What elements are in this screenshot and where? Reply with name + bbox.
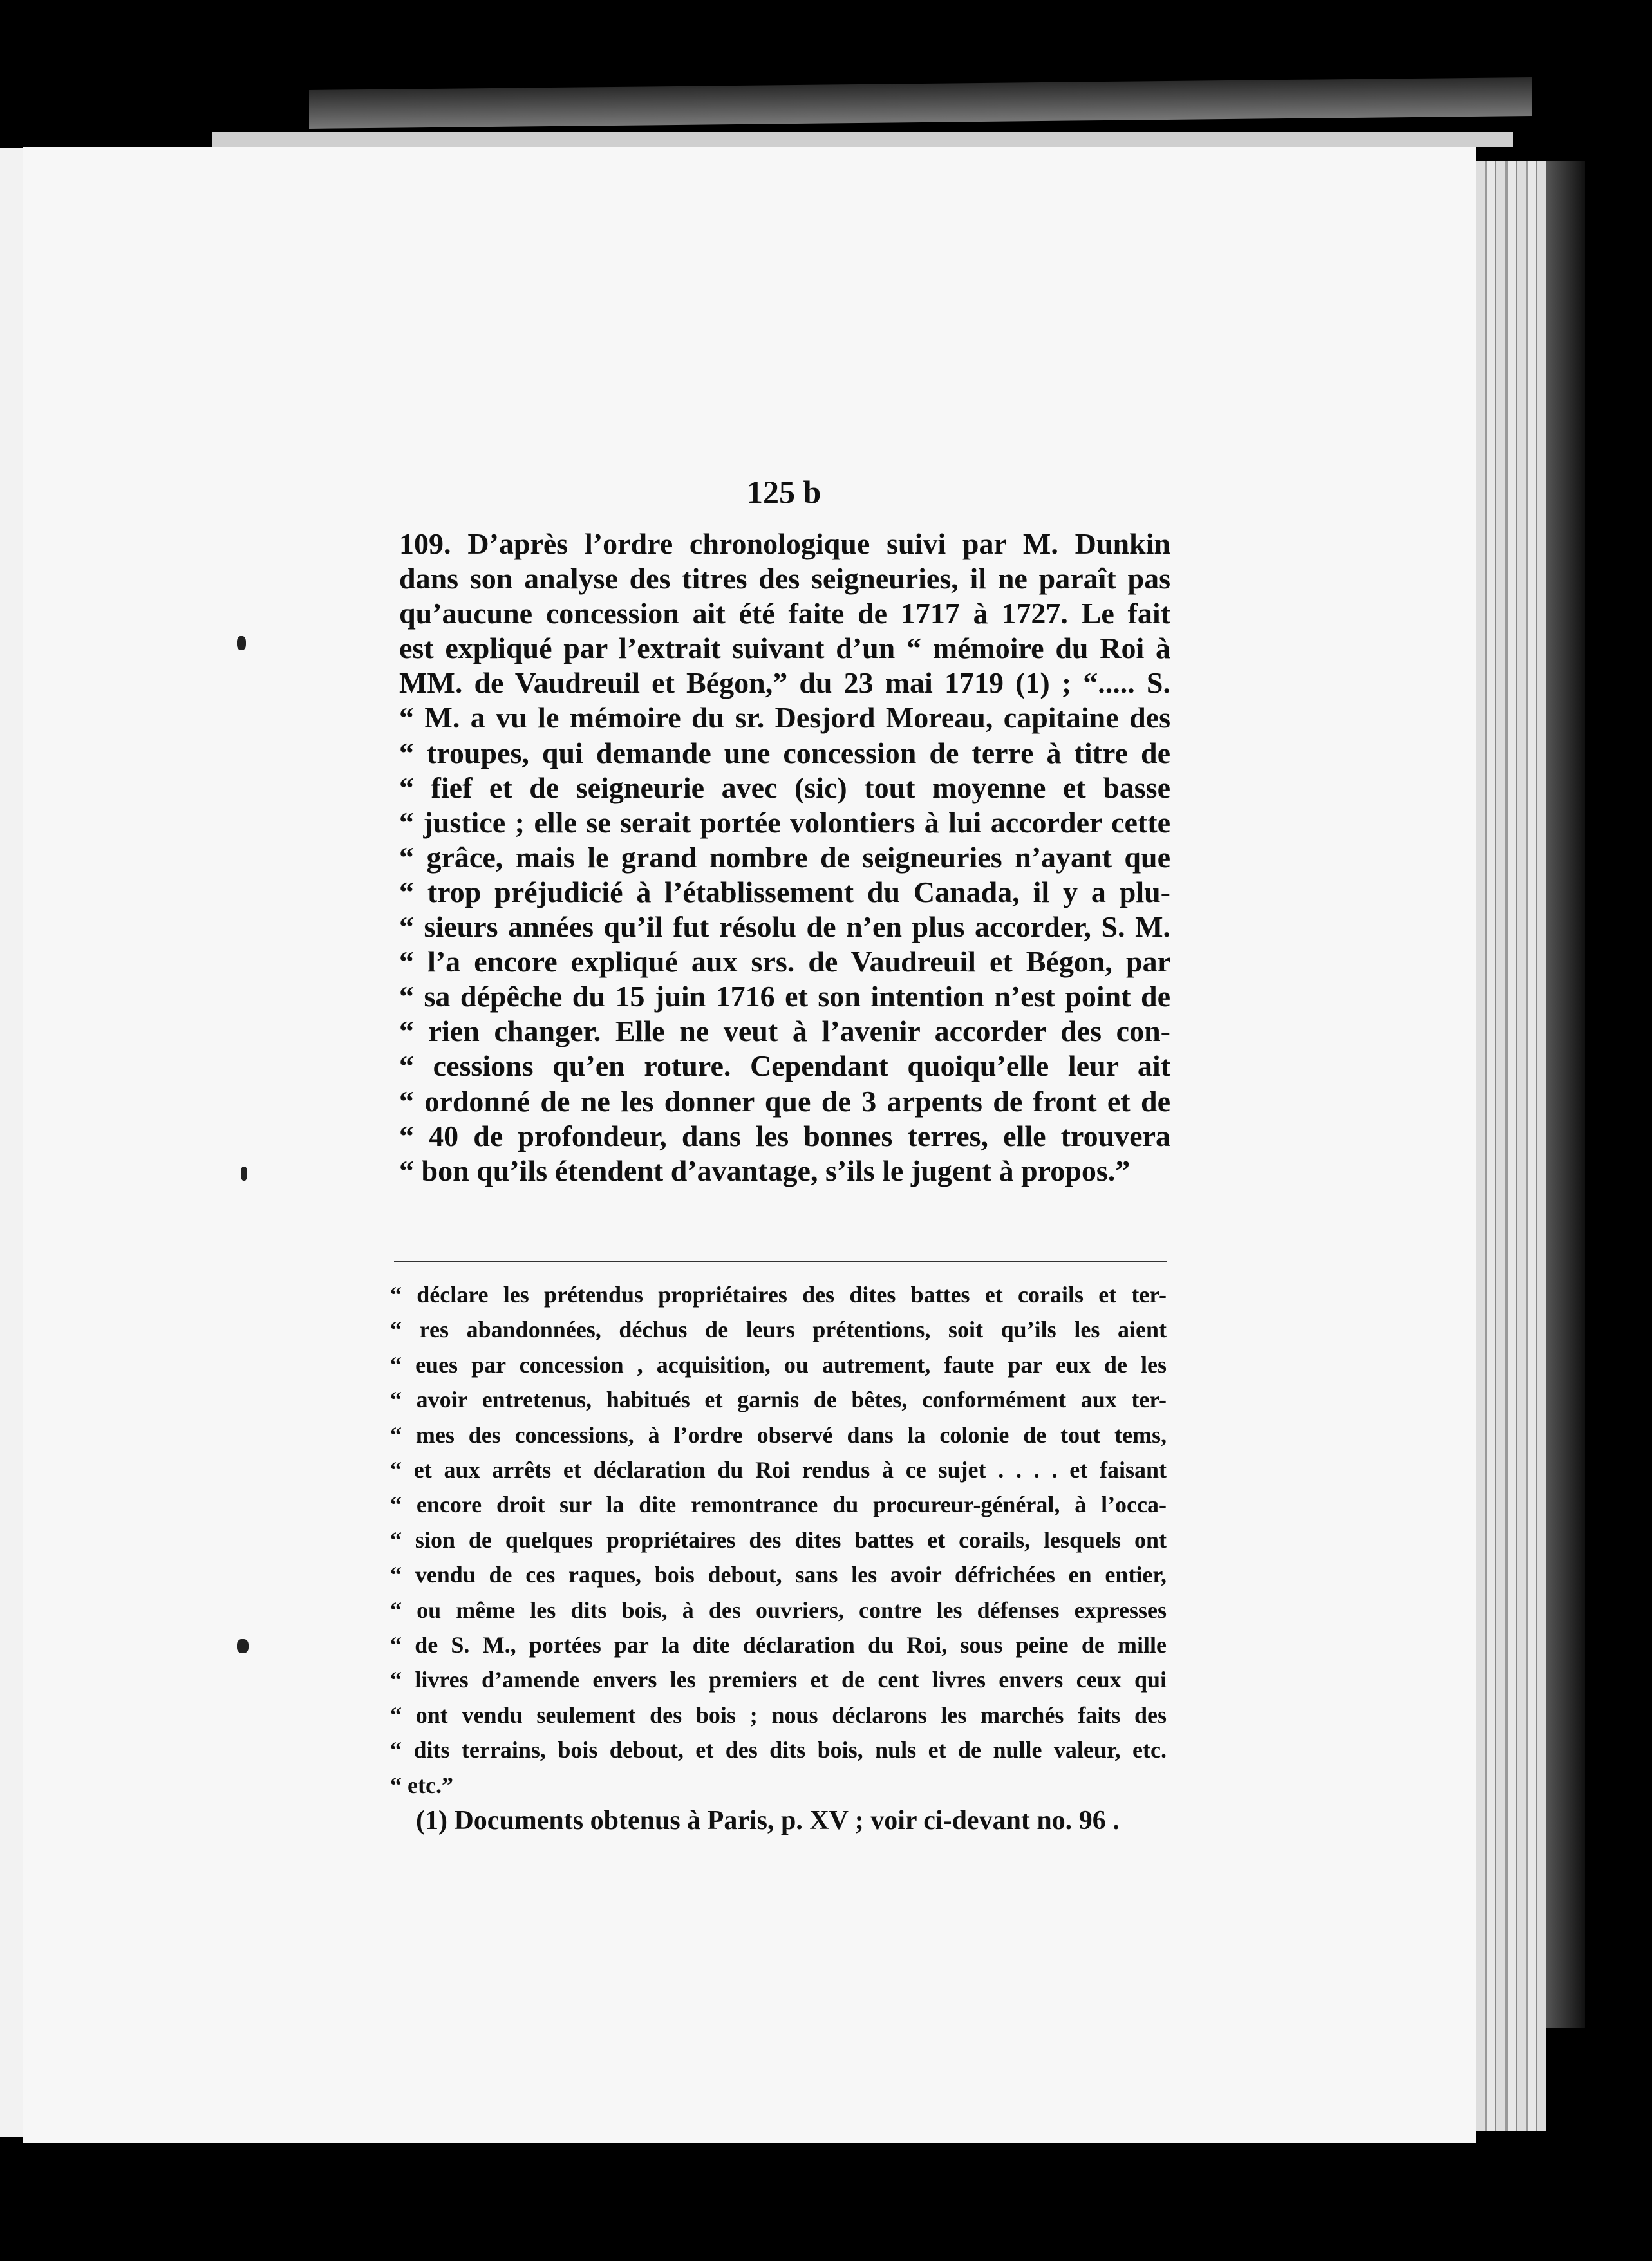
text-line: MM. de Vaudreuil et Bégon,” du 23 mai 1719 (1) ; “..... S. <box>399 666 1170 700</box>
quoted-ordinance-text <box>390 1277 1167 1803</box>
page-fore-edges <box>1476 161 1546 2131</box>
text-line: “ sa dépêche du 15 juin 1716 et son intention n’est point de <box>399 980 1170 1013</box>
footnote-separator-rule <box>394 1261 1167 1262</box>
margin-mark <box>241 1167 247 1181</box>
text-line: “ troupes, qui demande une concession de terre à titre de <box>399 736 1170 769</box>
text-line: qu’aucune concession ait été faite de 1717 à 1727. Le fait <box>399 597 1170 630</box>
text-line: dans son analyse des titres des seigneuries, il ne paraît pas <box>399 562 1170 596</box>
margin-mark <box>237 636 246 650</box>
quote-line: “ déclare les prétendus propriétaires des dites battes et corails et ter- <box>390 1282 1167 1308</box>
quote-line: “ de S. M., portées par la dite déclaration du Roi, sous peine de mille <box>390 1632 1167 1658</box>
quote-line: “ avoir entretenus, habitués et garnis de bêtes, conformément aux ter- <box>390 1387 1167 1413</box>
text-line: “ bon qu’ils étendent d’avantage, s’ils le jugent à propos.” <box>399 1154 1131 1187</box>
text-line: “ rien changer. Elle ne veut à l’avenir accorder des con- <box>399 1015 1170 1048</box>
text-line: “ grâce, mais le grand nombre de seigneuries n’ayant que <box>399 840 1170 874</box>
page-stack-edge <box>212 132 1513 147</box>
quote-line: “ dits terrains, bois debout, et des dits bois, nuls et de nulle valeur, etc. <box>390 1737 1167 1763</box>
text-line: “ justice ; elle se serait portée volontiers à lui accorder cette <box>399 805 1170 839</box>
paragraph-109 <box>399 527 1170 1188</box>
text-line: “ sieurs années qu’il fut résolu de n’en plus accorder, S. M. <box>399 910 1170 944</box>
text-line: “ M. a vu le mémoire du sr. Desjord Moreau, capitaine des <box>399 701 1170 735</box>
margin-mark <box>237 1639 249 1653</box>
text-line: 109. D’après l’ordre chronologique suivi par M. Dunkin <box>399 527 1170 560</box>
quote-line: “ ont vendu seulement des bois ; nous déclarons les marchés faits des <box>390 1702 1167 1728</box>
quote-line: “ mes des concessions, à l’ordre observé dans la colonie de tout tems, <box>390 1421 1167 1448</box>
quote-line: “ eues par concession , acquisition, ou autrement, faute par eux de les <box>390 1351 1167 1378</box>
text-line: “ fief et de seigneurie avec (sic) tout moyenne et basse <box>399 771 1170 804</box>
text-line: est expliqué par l’extrait suivant d’un “ mémoire du Roi à <box>399 632 1170 665</box>
quote-line: “ ou même les dits bois, à des ouvriers, contre les défenses expresses <box>390 1597 1167 1623</box>
page-number: 125 b <box>747 474 821 510</box>
quote-line: “ sion de quelques propriétaires des dites battes et corails, lesquels ont <box>390 1526 1167 1553</box>
book-top-edge <box>309 77 1532 129</box>
quote-line: “ livres d’amende envers les premiers et de cent livres envers ceux qui <box>390 1667 1167 1693</box>
quote-line: “ encore droit sur la dite remontrance du procureur-général, à l’occa- <box>390 1492 1167 1518</box>
quote-line: “ res abandonnées, déchus de leurs prétentions, soit qu’ils les aient <box>390 1317 1167 1343</box>
text-line: “ trop préjudicié à l’établissement du Canada, il y a plu- <box>399 875 1170 908</box>
left-page-edge <box>0 148 23 2137</box>
quote-line: “ etc.” <box>390 1772 453 1798</box>
text-line: “ 40 de profondeur, dans les bonnes terres, elle trouvera <box>399 1119 1170 1152</box>
text-line: “ ordonné de ne les donner que de 3 arpents de front et de <box>399 1084 1170 1118</box>
text-line: “ l’a encore expliqué aux srs. de Vaudreuil et Bégon, par <box>399 945 1170 979</box>
quote-line: “ et aux arrêts et déclaration du Roi rendus à ce sujet . . . . et faisant <box>390 1457 1167 1483</box>
page-gutter-shadow <box>1546 161 1585 2028</box>
quote-line: “ vendu de ces raques, bois debout, sans les avoir défrichées en entier, <box>390 1562 1167 1588</box>
footnote-1: (1) Documents obtenus à Paris, p. XV ; voir ci-devant no. 96 . <box>416 1806 1120 1835</box>
text-line: “ cessions qu’en roture. Cependant quoiqu’elle leur ait <box>399 1049 1170 1083</box>
